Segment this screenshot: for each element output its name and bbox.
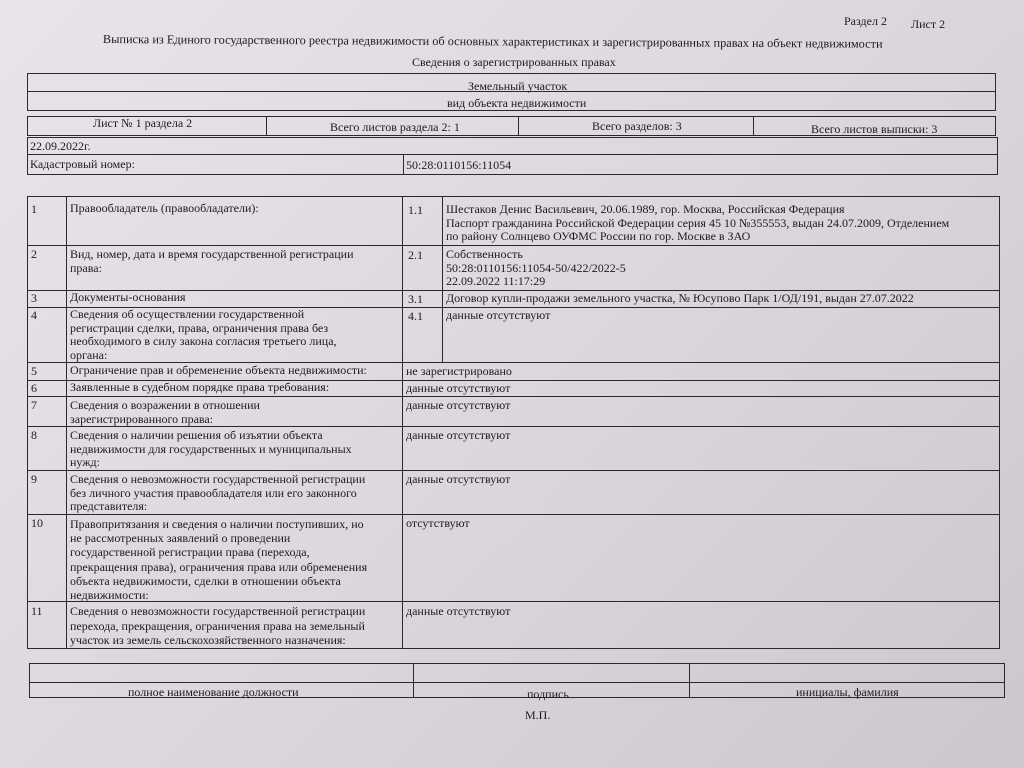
total-sections: Всего разделов: 3 (592, 119, 682, 133)
signature-name-label: инициалы, фамилия (796, 685, 899, 699)
row-value: данные отсутствуют (406, 398, 511, 412)
cadastral-divider (403, 154, 404, 175)
row-label: Вид, номер, дата и время государственной регистрации права: (70, 247, 354, 275)
row-number: 11 (31, 604, 43, 618)
total-section-sheets: Всего листов раздела 2: 1 (330, 120, 460, 134)
sheet-label: Лист 2 (911, 17, 946, 31)
date-cadastral-box (27, 137, 998, 175)
row-number: 3 (31, 291, 37, 305)
table-row-line (27, 514, 1000, 515)
table-row-line (27, 245, 1000, 246)
row-number: 2 (31, 247, 37, 261)
total-extract-sheets: Всего листов выписки: 3 (811, 122, 938, 136)
row-label: Сведения об осуществлении государственной регистрации сделки, права, ограничения права без необходимого в силу закона согласия третьего лица, органа: (70, 307, 337, 362)
object-type: Земельный участок (468, 79, 568, 93)
signature-col-divider-2 (689, 663, 690, 698)
row-value: данные отсутствуют (446, 308, 551, 322)
extract-date: 22.09.2022г. (30, 139, 91, 153)
table-col-divider-2 (402, 196, 403, 649)
document-subtitle: Сведения о зарегистрированных правах (412, 55, 616, 69)
table-subnum-divider (442, 196, 443, 362)
row-number: 7 (31, 398, 37, 412)
row-value: данные отсутствуют (406, 428, 511, 442)
counts-divider-2 (518, 116, 519, 136)
row-subnumber: 1.1 (408, 203, 423, 217)
row-number: 10 (31, 516, 43, 530)
row-subnumber: 2.1 (408, 248, 423, 262)
sheet-of-section: Лист № 1 раздела 2 (93, 116, 193, 130)
table-row-line (27, 470, 1000, 471)
section-label: Раздел 2 (844, 14, 887, 28)
row-value: данные отсутствуют (406, 472, 511, 486)
table-row-line (27, 396, 1000, 397)
date-divider (27, 154, 998, 155)
row-value: Собственность 50:28:0110156:11054-50/422/2022-5 22.09.2022 11:17:29 (446, 247, 626, 288)
row-subnumber: 3.1 (408, 292, 423, 306)
table-row-line (27, 426, 1000, 427)
row-value: данные отсутствуют (406, 381, 511, 395)
signature-col-divider-1 (413, 663, 414, 698)
row-value: отсутствуют (406, 516, 470, 530)
signature-divider (29, 682, 1005, 683)
document-title: Выписка из Единого государственного реестра недвижимости об основных характеристиках и зарегистрированных правах на объект недвижимости (102, 32, 883, 51)
row-label: Сведения о невозможности государственной регистрации перехода, прекращения, ограничения права на земельный участок из земель сельскохозяйственного назначения: (70, 604, 366, 647)
object-type-caption: вид объекта недвижимости (447, 96, 587, 110)
row-label: Сведения о возражении в отношении зарегистрированного права: (70, 398, 260, 426)
row-value: не зарегистрировано (406, 364, 512, 378)
row-number: 8 (31, 428, 37, 442)
row-label: Заявленные в судебном порядке права требования: (70, 380, 330, 394)
cadastral-number: 50:28:0110156:11054 (406, 158, 512, 172)
row-number: 4 (31, 308, 37, 322)
row-number: 1 (31, 202, 37, 216)
signature-sign-label: подпись (527, 687, 569, 701)
row-label: Документы-основания (70, 290, 186, 304)
row-number: 5 (31, 364, 37, 378)
row-label: Правообладатель (правообладатели): (70, 201, 259, 215)
row-label: Сведения о невозможности государственной регистрации без личного участия правообладателя или его законного представителя: (70, 472, 366, 513)
table-col-divider-1 (66, 196, 67, 649)
row-label: Правопритязания и сведения о наличии поступивших, но не рассмотренных заявлений о проведении государственной регистрации права (перехода, прекращения права), ограничения права или обременения объекта недвижимости, сделки в отношении объекта недвижимости: (70, 517, 368, 603)
row-number: 6 (31, 381, 37, 395)
counts-divider-3 (753, 116, 754, 136)
signature-position-label: полное наименование должности (128, 685, 299, 699)
row-label: Сведения о наличии решения об изъятии объекта недвижимости для государственных и муниципальных нужд: (70, 428, 352, 469)
row-label: Ограничение прав и обременение объекта недвижимости: (70, 363, 367, 377)
row-value: Шестаков Денис Васильевич, 20.06.1989, гор. Москва, Российская Федерация Паспорт гражданина Российской Федерации серия 45 10 №355553, выдан 24.07.2009, Отделением по району Солнцево ОУФМС России по гор. Москве в ЗАО (446, 202, 950, 243)
stamp-label: М.П. (525, 708, 551, 722)
row-number: 9 (31, 472, 37, 486)
cadastral-label: Кадастровый номер: (30, 157, 135, 171)
counts-divider-1 (266, 116, 267, 136)
row-value: Договор купли-продажи земельного участка, № Юсупово Парк 1/ОД/191, выдан 27.07.2022 (446, 291, 914, 305)
row-value: данные отсутствуют (406, 604, 511, 618)
row-subnumber: 4.1 (408, 309, 423, 323)
